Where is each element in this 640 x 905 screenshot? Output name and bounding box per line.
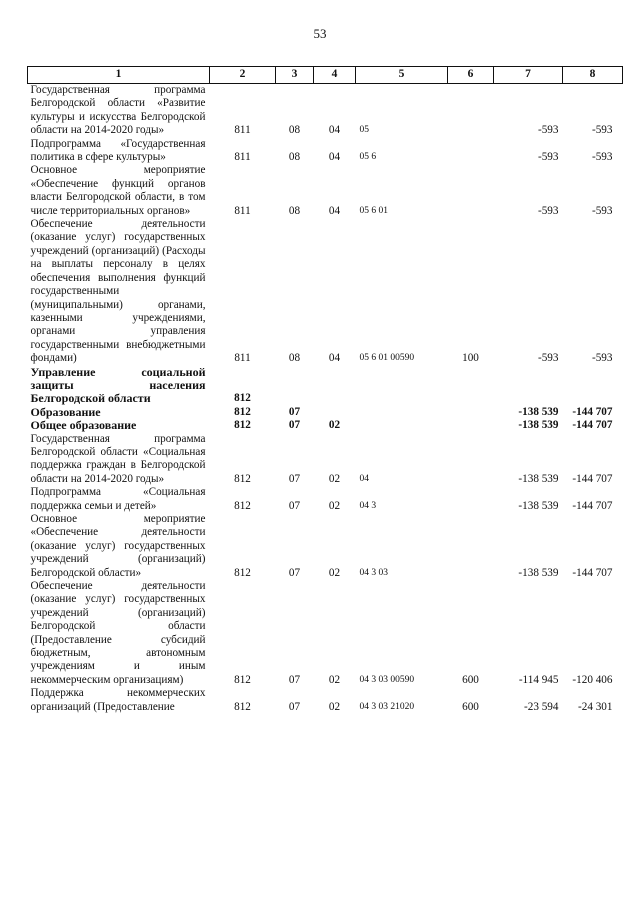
row-name: Обеспечение деятельности (оказание услуг) государственных учреждений (организаций) Белгородской области (Предоставление субсидий бюджетным, автономным учреждениям и иным некоммерческим организациям) [30, 580, 206, 686]
header-cell: 8 [563, 67, 623, 84]
col-7: -114 945 [518, 673, 559, 686]
col-6 [448, 513, 494, 580]
col-7: -138 539 [518, 405, 559, 418]
table-row [28, 419, 623, 432]
table-row [28, 433, 623, 487]
col-4: 04 [328, 124, 341, 137]
header-cell: 4 [314, 67, 356, 84]
col-8: -120 406 [572, 673, 613, 686]
table-row [28, 486, 623, 513]
row-name: Общее образование [30, 418, 137, 433]
col-7: -138 539 [518, 472, 559, 485]
col-2: 812 [234, 472, 251, 485]
col-7: -138 539 [518, 566, 559, 579]
col-5: 05 6 [359, 152, 377, 163]
col-3: 08 [288, 151, 301, 164]
col-3: 08 [288, 204, 301, 217]
row-name: Образование [30, 404, 101, 419]
col-5: 04 3 [359, 500, 377, 511]
header-cell: 7 [494, 67, 563, 84]
table-header-row [28, 67, 623, 84]
col-2: 811 [234, 151, 251, 164]
page-number: 53 [313, 26, 327, 41]
col-5: 05 6 01 00590 [359, 353, 415, 364]
col-3: 08 [288, 124, 301, 137]
col-6 [448, 486, 494, 513]
row-name: Основное мероприятие «Обеспечение деятельности (оказание услуг) государственных учреждений (организаций) Белгородской области» [30, 513, 206, 579]
table-row [28, 580, 623, 687]
col-5: 04 3 03 [359, 567, 388, 578]
col-2: 812 [234, 405, 251, 418]
col-2: 812 [234, 419, 251, 432]
row-name: Обеспечение деятельности (оказание услуг) государственных учреждений (организаций) (Расходы на выплаты персоналу в целях обеспечения выполнения функций государственными (муниципальными) органами, казенными учреждениями, органами управления государственными внебюджетными фондами) [30, 218, 206, 365]
table-row [28, 406, 623, 419]
col-8: -593 [591, 204, 613, 217]
col-5 [356, 366, 448, 406]
col-3: 08 [288, 352, 301, 365]
row-name: Поддержка некоммерческих организаций (Предоставление [30, 687, 206, 713]
col-5: 05 6 01 [359, 205, 388, 216]
col-8: -144 707 [572, 472, 613, 485]
table-row [28, 513, 623, 580]
col-8: -144 707 [572, 499, 613, 512]
col-2: 812 [234, 673, 251, 686]
col-6 [448, 138, 494, 165]
col-2: 812 [234, 700, 251, 713]
col-3: 07 [288, 700, 301, 713]
header-cell: 1 [28, 67, 210, 84]
col-6 [448, 84, 494, 138]
col-8: -24 301 [578, 700, 613, 713]
col-4: 04 [328, 352, 341, 365]
col-5 [356, 419, 448, 432]
col-4 [314, 406, 356, 419]
col-6 [448, 164, 494, 218]
col-7: -138 539 [518, 419, 559, 432]
col-6: 100 [462, 352, 479, 365]
col-2: 811 [234, 204, 251, 217]
header-cell: 2 [210, 67, 276, 84]
col-3 [276, 366, 314, 406]
col-7: -593 [537, 151, 559, 164]
col-2: 812 [234, 566, 251, 579]
col-7: -593 [537, 204, 559, 217]
col-8: -144 707 [572, 405, 613, 418]
col-2: 811 [234, 352, 251, 365]
table-row [28, 138, 623, 165]
col-6: 600 [462, 700, 479, 713]
col-6 [448, 366, 494, 406]
col-5 [356, 406, 448, 419]
col-4: 02 [328, 566, 341, 579]
col-4: 02 [328, 499, 341, 512]
table-row [28, 84, 623, 138]
col-3: 07 [288, 405, 301, 418]
col-4 [314, 366, 356, 406]
col-8: -593 [591, 352, 613, 365]
col-2: 811 [234, 124, 251, 137]
header-cell: 6 [448, 67, 494, 84]
col-4: 02 [328, 673, 341, 686]
col-4: 04 [328, 151, 341, 164]
header-cell: 5 [356, 67, 448, 84]
row-name: Основное мероприятие «Обеспечение функций органов власти Белгородской области, в том числе территориальных органов» [30, 164, 206, 217]
col-5: 04 [359, 473, 369, 484]
row-name: Государственная программа Белгородской области «Развитие культуры и искусства Белгородской области на 2014-2020 годы» [30, 84, 206, 137]
table-row [28, 164, 623, 218]
header-cell: 3 [276, 67, 314, 84]
col-2: 812 [234, 499, 251, 512]
row-name: Подпрограмма «Государственная политика в сфере культуры» [30, 137, 206, 164]
col-5: 04 3 03 21020 [359, 701, 415, 712]
col-2: 812 [234, 392, 251, 405]
col-8: -593 [591, 151, 613, 164]
table-row [28, 687, 623, 714]
col-3: 07 [288, 566, 301, 579]
col-8 [563, 366, 623, 406]
col-5: 04 3 03 00590 [359, 674, 415, 685]
row-name: Подпрограмма «Социальная поддержка семьи и детей» [30, 486, 206, 512]
col-4: 02 [328, 472, 341, 485]
table-row [28, 218, 623, 365]
col-7 [494, 366, 563, 406]
col-8: -144 707 [572, 419, 613, 432]
col-7: -138 539 [518, 499, 559, 512]
row-name: Государственная программа Белгородской области «Социальная поддержка граждан в Белгородской области на 2014-2020 годы» [30, 432, 206, 485]
col-6 [448, 406, 494, 419]
col-4: 02 [328, 419, 341, 432]
col-6 [448, 433, 494, 487]
col-3: 07 [288, 472, 301, 485]
col-6: 600 [462, 673, 479, 686]
col-7: -23 594 [524, 700, 559, 713]
col-4: 04 [328, 204, 341, 217]
col-4: 02 [328, 700, 341, 713]
col-3: 07 [288, 673, 301, 686]
col-8: -593 [591, 124, 613, 137]
col-3: 07 [288, 419, 301, 432]
col-8: -144 707 [572, 566, 613, 579]
col-3: 07 [288, 499, 301, 512]
row-name: Управление социальной защиты населения Белгородской области [30, 364, 206, 406]
col-6 [448, 419, 494, 432]
col-5: 05 [359, 125, 369, 136]
col-7: -593 [537, 352, 559, 365]
col-7: -593 [537, 124, 559, 137]
table-row [28, 366, 623, 406]
budget-table [27, 66, 623, 714]
